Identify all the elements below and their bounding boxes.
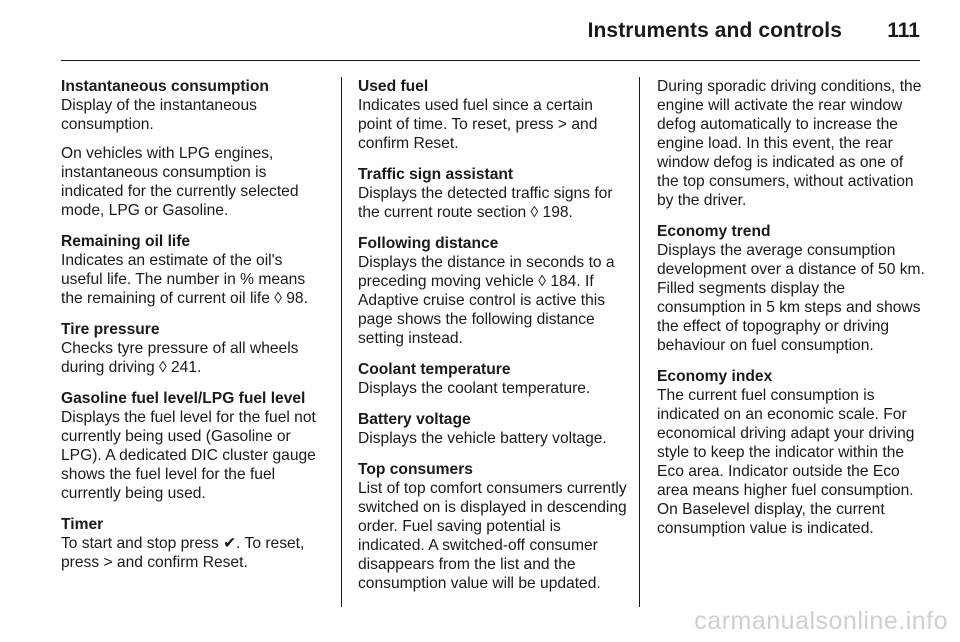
section-paragraph: Indicates an estimate of the oil's useful life. The number in % means the remaining of current oil life ◊ 98. — [61, 252, 308, 307]
section-heading: Economy index — [657, 368, 773, 385]
section-paragraph: Displays the distance in seconds to a preceding moving vehicle ◊ 184. If Adaptive cruise control is active this page shows the following distance setting instead. — [358, 254, 615, 347]
section-paragraph: Displays the detected traffic signs for the current route section ◊ 198. — [358, 185, 613, 221]
section-paragraph: Display of the instantaneous consumption. — [61, 97, 257, 133]
section-paragraph: The current fuel consumption is indicated on an economic scale. For economical driving adapt your driving style to keep the indicator within the Eco area. Indicator outside the Eco area means higher fuel consumption. On Baselevel display, the current consumption value is indicated. — [657, 387, 915, 537]
section-economy-trend — [657, 222, 927, 355]
column-divider — [639, 77, 640, 607]
section-traffic-sign-assistant — [358, 165, 630, 222]
section-heading: Battery voltage — [358, 411, 471, 428]
section-timer — [61, 515, 327, 572]
page-number: 111 — [887, 19, 920, 42]
text-column-3 — [657, 77, 927, 550]
header-divider — [61, 60, 920, 61]
text-column-2 — [358, 77, 630, 605]
section-heading: Following distance — [358, 235, 499, 252]
section-battery-voltage — [358, 410, 630, 448]
column-divider — [341, 77, 342, 607]
section-paragraph: On vehicles with LPG engines, instantaneous consumption is indicated for the currently selected mode, LPG or Gasoline. — [61, 145, 299, 219]
section-coolant-temperature — [358, 360, 630, 398]
section-heading: Timer — [61, 516, 104, 533]
watermark: carmanualsonline.info — [694, 607, 948, 635]
section-paragraph: Displays the fuel level for the fuel not currently being used (Gasoline or LPG). A dedicated DIC cluster gauge shows the fuel level for the fuel currently being used. — [61, 409, 316, 502]
page-header — [0, 0, 960, 62]
section-top-consumers — [358, 460, 630, 593]
section-used-fuel — [358, 77, 630, 153]
section-paragraph: Displays the average consumption development over a distance of 50 km. Filled segments display the consumption in 5 km steps and shows the effect of topography or driving behaviour on fuel consumption. — [657, 242, 925, 354]
section-paragraph: Checks tyre pressure of all wheels during driving ◊ 241. — [61, 340, 299, 376]
section-heading: Instantaneous consumption — [61, 78, 269, 95]
section-instantaneous-consumption — [61, 77, 327, 220]
section-paragraph: During sporadic driving conditions, the engine will activate the rear window defog automatically to increase the engine load. In this event, the rear window defog is indicated as one of the top consumers, without activation by the driver. — [657, 78, 922, 209]
section-paragraph: List of top comfort consumers currently switched on is displayed in descending order. Fuel saving potential is indicated. A switched-off consumer disappears from the list and the consumption value will be updated. — [358, 480, 627, 592]
page-title: Instruments and controls — [587, 19, 842, 42]
section-paragraph: Displays the coolant temperature. — [358, 380, 591, 397]
text-column-1 — [61, 77, 327, 584]
section-paragraph: Displays the vehicle battery voltage. — [358, 430, 607, 447]
section-heading: Traffic sign assistant — [358, 166, 514, 183]
section-remaining-oil-life — [61, 232, 327, 308]
section-heading: Remaining oil life — [61, 233, 191, 250]
section-paragraph: To start and stop press ✔. To reset, press > and confirm Reset. — [61, 535, 305, 571]
section-continued — [657, 77, 927, 210]
section-following-distance — [358, 234, 630, 348]
section-heading: Gasoline fuel level/LPG fuel level — [61, 390, 306, 407]
section-economy-index — [657, 367, 927, 538]
section-heading: Used fuel — [358, 78, 429, 95]
section-heading: Tire pressure — [61, 321, 160, 338]
section-tire-pressure — [61, 320, 327, 377]
section-gasoline-fuel-level-lpg-fuel-level — [61, 389, 327, 503]
section-heading: Economy trend — [657, 223, 771, 240]
section-heading: Coolant temperature — [358, 361, 511, 378]
section-paragraph: Indicates used fuel since a certain point of time. To reset, press > and confirm Reset. — [358, 97, 598, 152]
section-heading: Top consumers — [358, 461, 473, 478]
